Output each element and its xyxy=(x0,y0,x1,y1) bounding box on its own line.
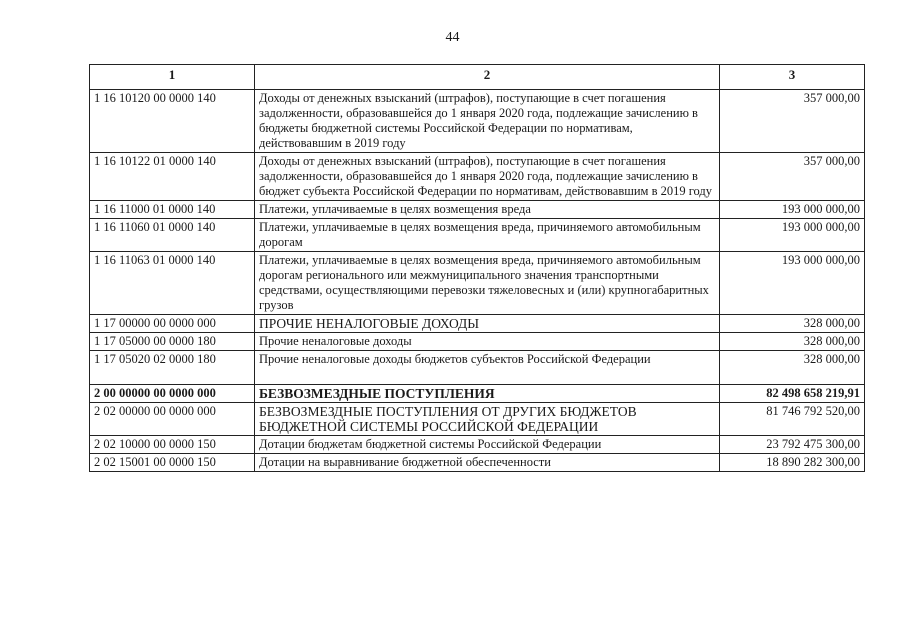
table-row xyxy=(90,153,865,201)
budget-code-cell: 1 16 11060 01 0000 140 xyxy=(90,219,255,252)
budget-code-cell: 1 16 10120 00 0000 140 xyxy=(90,90,255,153)
column-header-code: 1 xyxy=(90,65,255,90)
amount-cell: 18 890 282 300,00 xyxy=(720,454,865,472)
amount-cell: 193 000 000,00 xyxy=(720,252,865,315)
amount-cell: 328 000,00 xyxy=(720,315,865,333)
budget-code-cell: 2 00 00000 00 0000 000 xyxy=(90,385,255,403)
amount-cell: 357 000,00 xyxy=(720,153,865,201)
budget-code-cell: 1 16 10122 01 0000 140 xyxy=(90,153,255,201)
table-row xyxy=(90,315,865,333)
revenue-name-cell: Прочие неналоговые доходы бюджетов субъектов Российской Федерации xyxy=(255,351,720,385)
revenue-name-cell: БЕЗВОЗМЕЗДНЫЕ ПОСТУПЛЕНИЯ xyxy=(255,385,720,403)
table-row xyxy=(90,436,865,454)
revenue-name-cell: ПРОЧИЕ НЕНАЛОГОВЫЕ ДОХОДЫ xyxy=(255,315,720,333)
column-header-amount: 3 xyxy=(720,65,865,90)
amount-cell: 82 498 658 219,91 xyxy=(720,385,865,403)
table-row xyxy=(90,351,865,385)
revenue-name-cell: Дотации на выравнивание бюджетной обеспеченности xyxy=(255,454,720,472)
amount-cell: 81 746 792 520,00 xyxy=(720,403,865,436)
revenue-name-cell: Платежи, уплачиваемые в целях возмещения вреда xyxy=(255,201,720,219)
column-header-name: 2 xyxy=(255,65,720,90)
budget-code-cell: 2 02 15001 00 0000 150 xyxy=(90,454,255,472)
amount-cell: 193 000 000,00 xyxy=(720,201,865,219)
budget-code-cell: 1 16 11063 01 0000 140 xyxy=(90,252,255,315)
budget-code-cell: 2 02 10000 00 0000 150 xyxy=(90,436,255,454)
table-row xyxy=(90,219,865,252)
revenue-name-cell: Доходы от денежных взысканий (штрафов), поступающие в счет погашения задолженности, образовавшейся до 1 января 2020 года, подлежащие зачислению в бюджет субъекта Российской Федерации по нормативам, действовавшим в 2019 году xyxy=(255,153,720,201)
revenue-name-cell: Платежи, уплачиваемые в целях возмещения вреда, причиняемого автомобильным дорогам регионального или межмуниципального значения транспортными средствами, осуществляющими перевозки тяжеловесных и (или) крупногабаритных грузов xyxy=(255,252,720,315)
budget-code-cell: 2 02 00000 00 0000 000 xyxy=(90,403,255,436)
page-number: 44 xyxy=(445,30,460,45)
table-row xyxy=(90,403,865,436)
revenue-name-cell: Дотации бюджетам бюджетной системы Российской Федерации xyxy=(255,436,720,454)
budget-code-cell: 1 17 05020 02 0000 180 xyxy=(90,351,255,385)
budget-code-cell: 1 16 11000 01 0000 140 xyxy=(90,201,255,219)
amount-cell: 193 000 000,00 xyxy=(720,219,865,252)
revenue-name-cell: БЕЗВОЗМЕЗДНЫЕ ПОСТУПЛЕНИЯ ОТ ДРУГИХ БЮДЖЕТОВ БЮДЖЕТНОЙ СИСТЕМЫ РОССИЙСКОЙ ФЕДЕРАЦИИ xyxy=(255,403,720,436)
amount-cell: 357 000,00 xyxy=(720,90,865,153)
amount-cell: 328 000,00 xyxy=(720,351,865,385)
table-header-row xyxy=(90,65,865,90)
revenue-name-cell: Платежи, уплачиваемые в целях возмещения вреда, причиняемого автомобильным дорогам xyxy=(255,219,720,252)
table-row-total xyxy=(90,385,865,403)
revenue-name-cell: Прочие неналоговые доходы xyxy=(255,333,720,351)
table-row xyxy=(90,454,865,472)
revenue-name-cell: Доходы от денежных взысканий (штрафов), поступающие в счет погашения задолженности, образовавшейся до 1 января 2020 года, подлежащие зачислению в бюджеты бюджетной системы Российской Федерации по нормативам, действовавшим в 2019 году xyxy=(255,90,720,153)
table-row xyxy=(90,201,865,219)
table-row xyxy=(90,252,865,315)
table-row xyxy=(90,90,865,153)
budget-code-cell: 1 17 05000 00 0000 180 xyxy=(90,333,255,351)
budget-revenue-table xyxy=(89,64,865,472)
amount-cell: 23 792 475 300,00 xyxy=(720,436,865,454)
amount-cell: 328 000,00 xyxy=(720,333,865,351)
budget-code-cell: 1 17 00000 00 0000 000 xyxy=(90,315,255,333)
table-row xyxy=(90,333,865,351)
